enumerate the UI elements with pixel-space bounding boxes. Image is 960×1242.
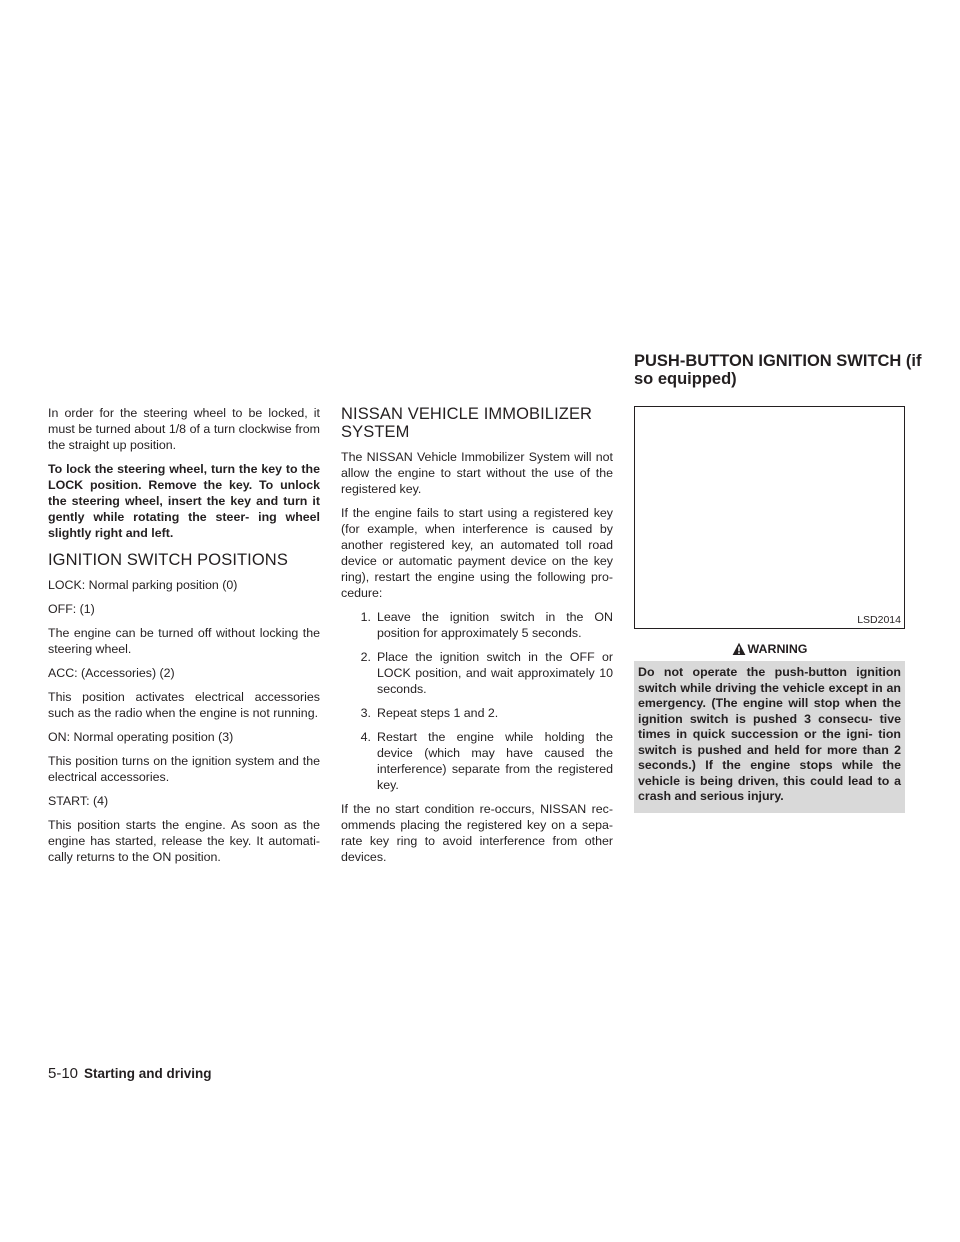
step-text: Restart the engine while holding the device (which may have caused the interference) separate from the registered key.	[377, 730, 613, 792]
warning-box	[634, 641, 905, 813]
paragraph: ON: Normal operating position (3)	[48, 730, 234, 744]
list-item	[341, 705, 613, 721]
paragraph: This position starts the engine. As soon as the engine has started, release the key. It automati- cally returns to the ON position.	[48, 818, 320, 864]
step-number: 4.	[360, 730, 371, 744]
section-title: PUSH-BUTTON IGNITION SWITCH (if so equipped)	[634, 352, 922, 388]
chapter-title: Starting and driving	[84, 1066, 212, 1081]
ignition-positions-heading: IGNITION SWITCH POSITIONS	[48, 551, 288, 569]
paragraph: The NISSAN Vehicle Immobilizer System will not allow the engine to start without the use of the registered key.	[341, 450, 613, 496]
step-number: 2.	[360, 650, 371, 664]
paragraph: START: (4)	[48, 794, 109, 808]
list-item	[341, 729, 613, 793]
step-text: Place the ignition switch in the OFF or LOCK position, and wait approximately 10 seconds.	[377, 650, 613, 696]
paragraph: LOCK: Normal parking position (0)	[48, 578, 238, 592]
paragraph: ACC: (Accessories) (2)	[48, 666, 175, 680]
column-1	[48, 405, 320, 873]
procedure-list	[341, 609, 613, 793]
immobilizer-heading: NISSAN VEHICLE IMMOBILIZER SYSTEM	[341, 405, 593, 441]
step-number: 1.	[360, 610, 371, 624]
page-number: 5-10	[48, 1065, 79, 1082]
paragraph: If the engine fails to start using a registered key (for example, when interference is caused by another registered key, an automated toll road device or automatic payment device on the key ring), restart the engine using the following pro- cedure:	[341, 506, 613, 600]
warning-text: Do not operate the push-button ignition switch while driving the vehicle except in an emergency. (The engine will stop when the ignition switch is pushed 3 consecu- tive times in quick succession or the igni- tion switch is pushed and held for more than 2 seconds.) If the engine stops while the vehicle is being driven, this could lead to a crash and serious injury.	[638, 665, 901, 803]
figure-placeholder	[634, 406, 905, 629]
warning-header	[634, 641, 905, 661]
paragraph: The engine can be turned off without locking the steering wheel.	[48, 626, 320, 656]
warning-icon	[732, 642, 746, 656]
list-item	[341, 609, 613, 641]
warning-title: WARNING	[747, 642, 808, 656]
figure-label: LSD2014	[857, 614, 901, 626]
step-number: 3.	[360, 706, 371, 720]
intro-paragraph: In order for the steering wheel to be locked, it must be turned about 1/8 of a turn clockwise from the straight up position.	[48, 406, 320, 452]
paragraph: If the no start condition re-occurs, NISSAN rec- ommends placing the registered key on a sepa- rate key ring to avoid interference from other devices.	[341, 802, 613, 864]
lock-instruction: To lock the steering wheel, turn the key to the LOCK position. Remove the key. To unlock the steering wheel, insert the key and turn it gently while rotating the steer- ing wheel slightly right and left.	[48, 462, 320, 540]
page-footer	[48, 1065, 212, 1083]
list-item	[341, 649, 613, 697]
step-text: Repeat steps 1 and 2.	[377, 706, 499, 720]
paragraph: This position turns on the ignition system and the electrical accessories.	[48, 754, 320, 784]
step-text: Leave the ignition switch in the ON position for approximately 5 seconds.	[377, 610, 613, 640]
paragraph: This position activates electrical accessories such as the radio when the engine is not running.	[48, 690, 320, 720]
column-2	[341, 405, 613, 873]
paragraph: OFF: (1)	[48, 602, 95, 616]
